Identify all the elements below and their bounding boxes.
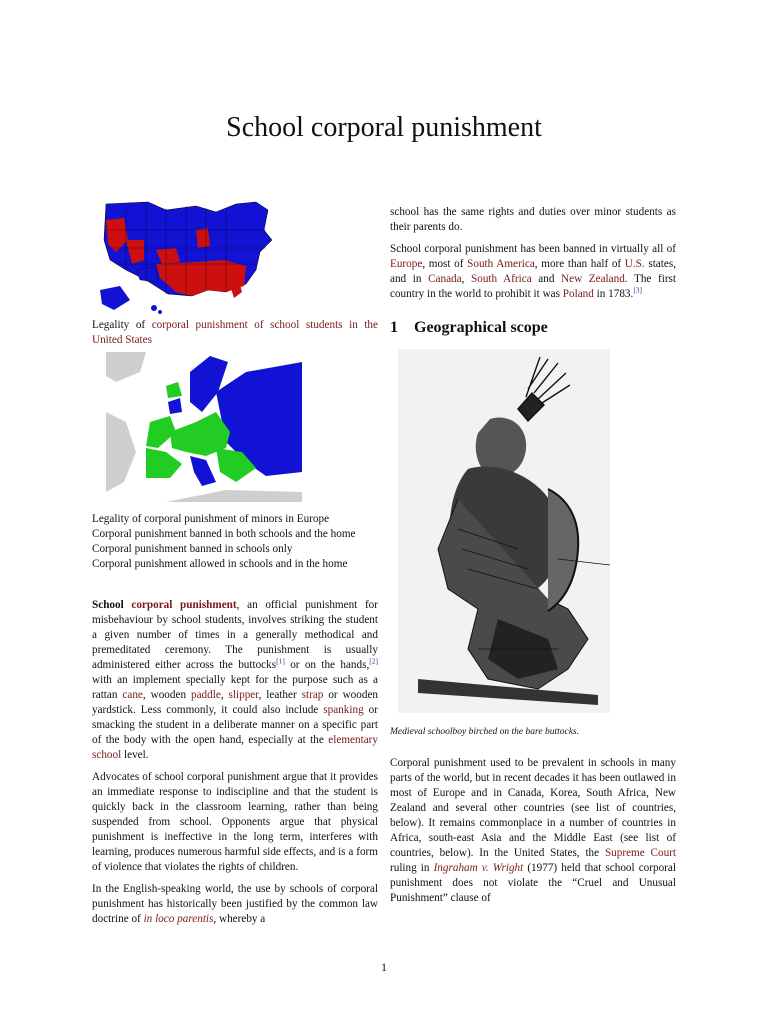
cane-link[interactable]: cane — [122, 689, 143, 701]
new-zealand-link[interactable]: New Zealand — [561, 273, 625, 285]
continued-paragraph: school has the same rights and duties over minor students as their parents do. — [390, 206, 676, 233]
left-column — [92, 200, 378, 934]
us-link[interactable]: U.S. — [624, 258, 645, 270]
intro-paragraph: School corporal punishment, an official punishment for misbehaviour by school students, involves striking the student a given number of times in a generally methodical and premeditated ceremony. The punishment is usually administered either across the buttocks[1] or on the hands,[2] with an implement specially kept for the purpose such as a rattan cane, wooden paddle, slipper, leather strap or wooden yardstick. Less commonly, it could also include spanking or smacking the student in a deliberate manner on a specific part of the body with the open hand, especially at the elementary school level. — [92, 599, 379, 761]
elementary-school-link[interactable]: elementary school — [92, 734, 378, 761]
spanking-link[interactable]: spanking — [323, 704, 364, 716]
europe-link[interactable]: Europe — [390, 258, 423, 270]
reference-1[interactable]: [1] — [276, 656, 285, 666]
strap-link[interactable]: strap — [301, 689, 324, 701]
section-heading-geographical-scope — [390, 320, 676, 335]
page-number: 1 — [381, 960, 387, 974]
geographical-paragraph: Corporal punishment used to be prevalent in schools in many parts of the world, but in recent decades it has been outlawed in most of Europe and in Canada, Korea, South Africa, New Zealand and several other countries (see list of countries, below). It remains commonplace in a number of countries in Africa, south-east Asia and the Middle East (see list of countries, below). In the United States, the Supreme Court ruling in Ingraham v. Wright (1977) held that school corporal punishment does not violate the “Cruel and Unusual Punishment” clause of — [390, 757, 676, 904]
us-map-image — [96, 200, 276, 318]
us-map-caption: Legality of corporal punishment of school students in the United States — [92, 319, 378, 346]
poland-link[interactable]: Poland — [562, 288, 594, 300]
reference-3[interactable]: [3] — [633, 285, 643, 295]
ingraham-v-wright-link[interactable]: Ingraham v. Wright — [433, 862, 524, 874]
canada-link[interactable]: Canada — [428, 273, 462, 285]
us-corporal-punishment-link[interactable]: corporal punishment of school students in the United States — [92, 319, 378, 346]
europe-map-image — [106, 352, 302, 502]
europe-map-caption-title: Legality of corporal punishment of minors in Europe — [92, 513, 330, 525]
slipper-link[interactable]: slipper — [228, 689, 259, 701]
reference-2[interactable]: [2] — [369, 656, 378, 666]
south-america-link[interactable]: South America — [467, 258, 535, 270]
advocates-paragraph: Advocates of school corporal punishment argue that it provides an immediate response to indiscipline and that the student is quickly back in the classroom learning, rather than being suspended from school. Opponents argue that physical punishment is ineffective in the long term, interferes with learning, produces numerous harmful side effects, and is a form of violence that violates the rights of children. — [92, 771, 378, 873]
supreme-court-link[interactable]: Supreme Court — [604, 847, 676, 859]
section-number: 1 — [390, 319, 398, 336]
ban-paragraph: School corporal punishment has been banned in virtually all of Europe, most of South America, more than half of U.S. states, and in Canada, South Africa and New Zealand. The first country in the world to prohibit it was Poland in 1783.[3] — [390, 243, 677, 300]
figure-caption: Medieval schoolboy birched on the bare buttocks. — [390, 727, 579, 737]
in-loco-parentis-paragraph: In the English-speaking world, the use by schools of corporal punishment has historically been justified by the common law doctrine of in loco parentis, whereby a — [92, 883, 378, 925]
section-title: Geographical scope — [414, 319, 548, 336]
paddle-link[interactable]: paddle — [190, 689, 221, 701]
south-africa-link[interactable]: South Africa — [471, 273, 532, 285]
corporal-punishment-link[interactable]: corporal punishment — [131, 599, 237, 611]
europe-legend-allowed: Corporal punishment allowed in schools and in the home — [92, 558, 348, 570]
europe-legend-banned-schools: Corporal punishment banned in schools only — [92, 543, 293, 555]
medieval-engraving-image — [398, 349, 610, 713]
right-column — [390, 205, 676, 913]
europe-legend-banned-both: Corporal punishment banned in both schools and the home — [92, 528, 356, 540]
page-title: School corporal punishment — [226, 112, 542, 143]
in-loco-parentis-link[interactable]: in loco parentis — [143, 913, 214, 925]
